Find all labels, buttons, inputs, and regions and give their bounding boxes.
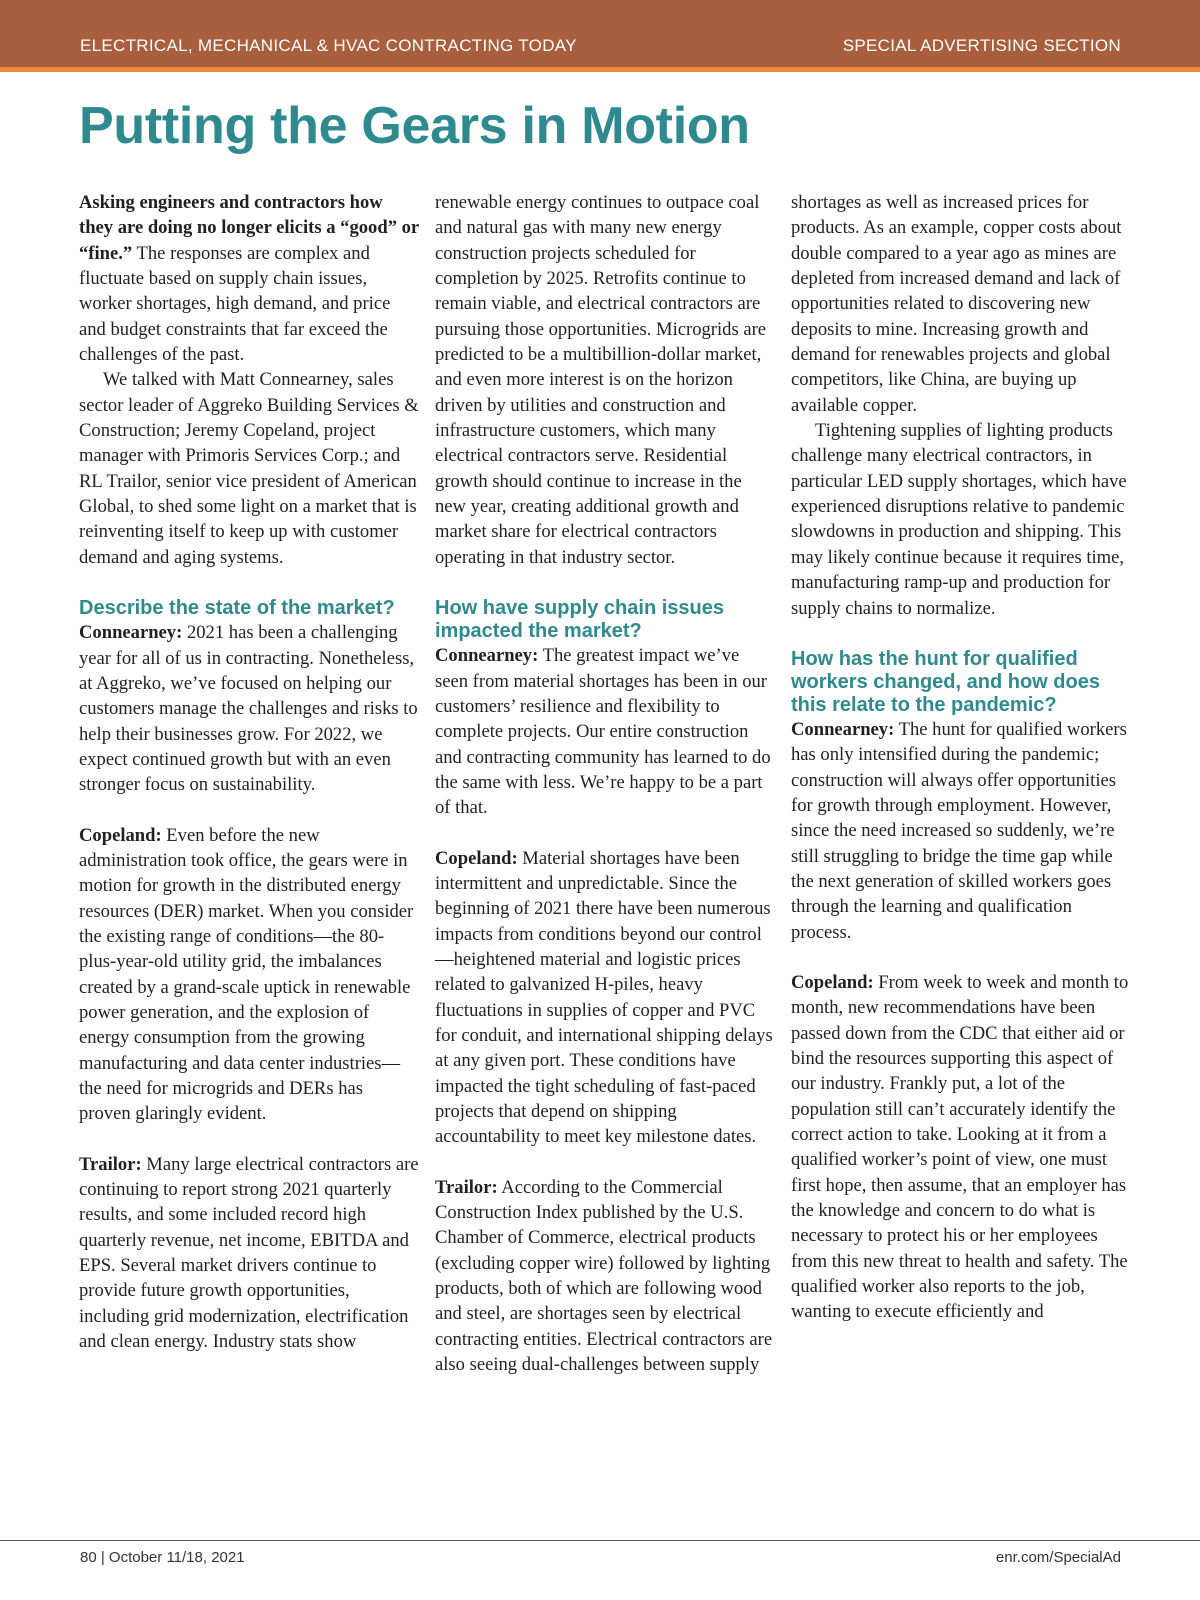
answer-paragraph: [791, 970, 1136, 1325]
advertising-section-label: SPECIAL ADVERTISING SECTION: [842, 36, 1121, 55]
answer-paragraph: [435, 643, 775, 820]
answer-text: From week to week and month to month, new recommendations have been passed down from the CDC that either aid or bind the resources supporting this aspect of our industry. Frankly put, a lot of the population still can’t accurately identify the correct action to take. Looking at it from a qualified worker’s point of view, one must first hope, then assume, that an employer has the knowledge and concern to do what is necessary to protect his or her employees from this new threat to health and safety. The qualified worker also reports to the job, wanting to execute efficiently and: [791, 971, 1129, 1323]
answer-text: According to the Commercial Construction Index published by the U.S. Chamber of Commerce, electrical products (excluding copper wire) followed by lighting products, both of which are following wood and steel, are shortages seen by electrical contracting entities. Electrical contractors are also seeing dual-challenges between supply: [435, 1176, 773, 1376]
answer-paragraph: [435, 1175, 775, 1378]
answer-paragraph-continued: Tightening supplies of lighting products challenge many electrical contractors, in particular LED supply shortages, which have experienced disruptions relative to pandemic slowdowns in production and shipping. This may likely continue because it requires time, manufacturing ramp-up and production for supply chains to normalize.: [791, 420, 1127, 619]
answer-paragraph: [435, 846, 775, 1150]
article-column-3: [791, 190, 1136, 1325]
intro-paragraph-2: We talked with Matt Connearney, sales sector leader of Aggreko Building Services & Construction; Jeremy Copeland, project manager with Primoris Services Corp.; and RL Trailor, senior vice president of American Global, to shed some light on a market that is reinventing itself to keep up with customer demand and aging systems.: [79, 369, 419, 568]
header-bar: [0, 0, 1200, 67]
question-heading: How have supply chain issues impacted the market?: [435, 597, 724, 643]
publication-section-label: ELECTRICAL, MECHANICAL & HVAC CONTRACTING TODAY: [80, 36, 577, 55]
intro-lead: Asking engineers and contractors how they are doing no longer elicits a “good” or “fine.”: [79, 192, 419, 264]
speaker-name: Connearney:: [435, 645, 539, 667]
page-title: Putting the Gears in Motion: [79, 97, 750, 155]
speaker-name: Trailor:: [79, 1153, 142, 1175]
question-heading: Describe the state of the market?: [79, 597, 395, 620]
answer-text: Material shortages have been intermittent and unpredictable. Since the beginning of 2021 there have been numerous impacts from conditions beyond our control—heightened material and logistic prices related to galvanized H-piles, heavy fluctuations in supplies of copper and PVC for conduit, and international shipping delays at any given port. These conditions have impacted the tight scheduling of fast-paced projects that depend on shipping accountability to meet key milestone dates.: [435, 847, 773, 1148]
speaker-name: Connearney:: [791, 718, 895, 740]
footer-divider: [0, 1540, 1200, 1541]
intro-paragraph: [79, 190, 419, 367]
answer-paragraph-continued: shortages as well as increased prices for products. As an example, copper costs about double compared to a year ago as mines are depleted from increased demand and lack of opportunities related to discovering new deposits to mine. Increasing growth and demand for renewables projects and global competitors, like China, are buying up available copper.: [791, 192, 1122, 416]
answer-paragraph: [79, 1152, 419, 1355]
answer-text: The hunt for qualified workers has only intensified during the pandemic; construction will always offer opportunities for growth through employment. However, since the need increased so suddenly, we’re still struggling to bridge the time gap while the next generation of skilled workers goes through the learning and qualification process.: [791, 718, 1127, 943]
answer-paragraph: [79, 620, 419, 797]
speaker-name: Connearney:: [79, 622, 183, 644]
answer-paragraph: [791, 717, 1136, 945]
speaker-name: Copeland:: [791, 971, 874, 993]
answer-text: The greatest impact we’ve seen from material shortages has been in our customers’ resilience and flexibility to complete projects. Our entire construction and contracting community has learned to do the same with less. We’re happy to be a part of that.: [435, 645, 771, 819]
footer-url: enr.com/SpecialAd: [995, 1549, 1121, 1566]
answer-paragraph: [79, 823, 419, 1127]
intro-text: The responses are complex and fluctuate based on supply chain issues, worker shortages, high demand, and price and budget constraints that far exceed the challenges of the past.: [79, 242, 391, 366]
answer-text: Even before the new administration took office, the gears were in motion for growth in the distributed energy resources (DER) market. When you consider the existing range of conditions—the 80-plus-year-old utility grid, the imbalances created by a grand-scale uptick in renewable power generation, and the explosion of energy consumption from the growing manufacturing and data center industries—the need for microgrids and DERs has proven glaringly evident.: [79, 824, 414, 1125]
article-column-1: [79, 190, 419, 1354]
answer-paragraph-continued: renewable energy continues to outpace coal and natural gas with many new energy construction projects scheduled for completion by 2025. Retrofits continue to remain viable, and electrical contractors are pursuing those opportunities. Microgrids are predicted to be a multibillion-dollar market, and even more interest is on the horizon driven by utilities and construction and infrastructure customers, which many electrical contractors serve. Residential growth should continue to increase in the new year, creating additional growth and market share for electrical contractors operating in that industry sector.: [435, 192, 767, 568]
speaker-name: Trailor:: [435, 1176, 498, 1198]
page-number-date: 80 | October 11/18, 2021: [80, 1549, 245, 1566]
header-accent-stripe: [0, 67, 1200, 72]
answer-text: Many large electrical contractors are continuing to report strong 2021 quarterly results, and some included record high quarterly revenue, net income, EBITDA and EPS. Several market drivers continue to provide future growth opportunities, including grid modernization, electrification and clean energy. Industry stats show: [79, 1153, 419, 1353]
article-column-2: [435, 190, 775, 1377]
answer-text: 2021 has been a challenging year for all of us in contracting. Nonetheless, at Aggreko, we’ve focused on helping our customers manage the challenges and risks to help their businesses grow. For 2022, we expect continued growth but with an even stronger focus on sustainability.: [79, 622, 418, 796]
speaker-name: Copeland:: [79, 824, 162, 846]
speaker-name: Copeland:: [435, 847, 518, 869]
question-heading: How has the hunt for qualified workers changed, and how does this relate to the pandemic?: [791, 647, 1100, 716]
